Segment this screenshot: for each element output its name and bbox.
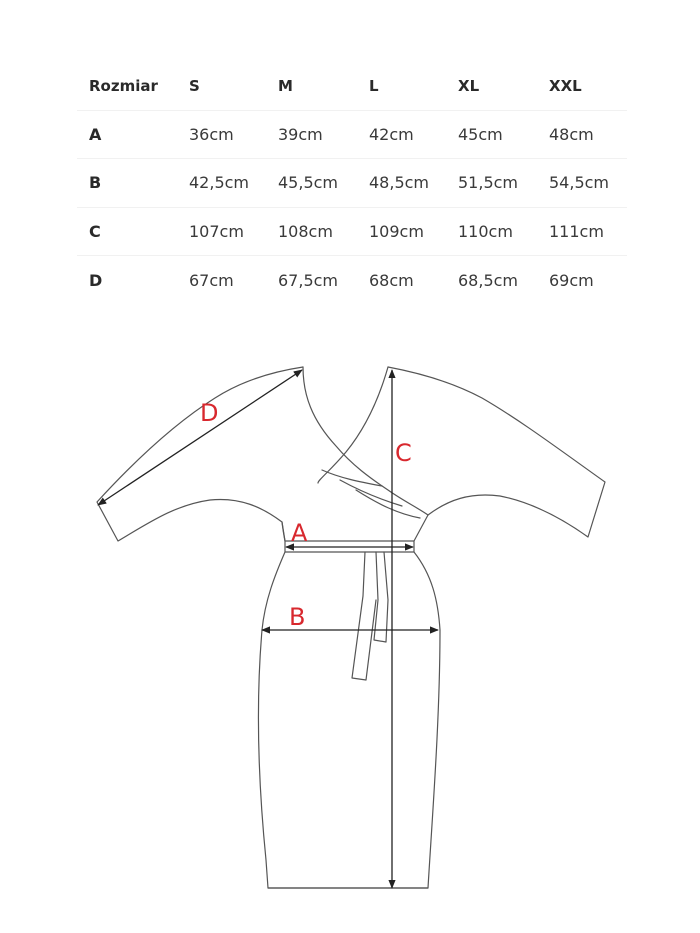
row-label: C — [77, 207, 177, 255]
measure-line-d — [98, 370, 302, 505]
table-cell: 111cm — [537, 207, 627, 255]
belt-tie-right — [374, 552, 388, 642]
table-cell: 48cm — [537, 110, 627, 158]
table-cell: 67cm — [177, 256, 266, 304]
wrap-fold-1 — [322, 470, 382, 486]
header-cell-xxl: XXL — [549, 76, 582, 95]
table-cell: 45cm — [446, 110, 537, 158]
table-cell: 51,5cm — [446, 159, 537, 207]
label-b: B — [289, 603, 306, 631]
row-label: D — [77, 256, 177, 304]
skirt-outline — [259, 552, 440, 888]
table-cell: 45,5cm — [266, 159, 357, 207]
table-cell: 68cm — [357, 256, 446, 304]
bodice-left-side — [282, 522, 285, 541]
table-cell: 48,5cm — [357, 159, 446, 207]
table-cell: 54,5cm — [537, 159, 627, 207]
belt-tie-left — [352, 552, 376, 680]
header-cell-m: M — [278, 76, 293, 95]
label-a: A — [291, 519, 308, 547]
header-cell-s: S — [189, 76, 200, 95]
right-sleeve-outline — [388, 367, 605, 541]
left-sleeve-outline — [97, 367, 303, 541]
header-cell-xl: XL — [458, 76, 480, 95]
table-cell: 68,5cm — [446, 256, 537, 304]
row-label: A — [77, 110, 177, 158]
row-label: B — [77, 159, 177, 207]
table-cell: 69cm — [537, 256, 627, 304]
label-c: C — [395, 439, 412, 467]
label-d: D — [200, 399, 219, 427]
dress-outline — [97, 367, 605, 888]
table-cell: 67,5cm — [266, 256, 357, 304]
header-cell-l: L — [369, 76, 379, 95]
table-cell: 108cm — [266, 207, 357, 255]
neckline-right — [318, 367, 388, 483]
table-cell: 107cm — [177, 207, 266, 255]
table-cell: 42cm — [357, 110, 446, 158]
table-cell: 42,5cm — [177, 159, 266, 207]
table-cell: 110cm — [446, 207, 537, 255]
table-cell: 36cm — [177, 110, 266, 158]
header-cell-size: Rozmiar — [89, 76, 158, 95]
table-cell: 39cm — [266, 110, 357, 158]
table-cell: 109cm — [357, 207, 446, 255]
